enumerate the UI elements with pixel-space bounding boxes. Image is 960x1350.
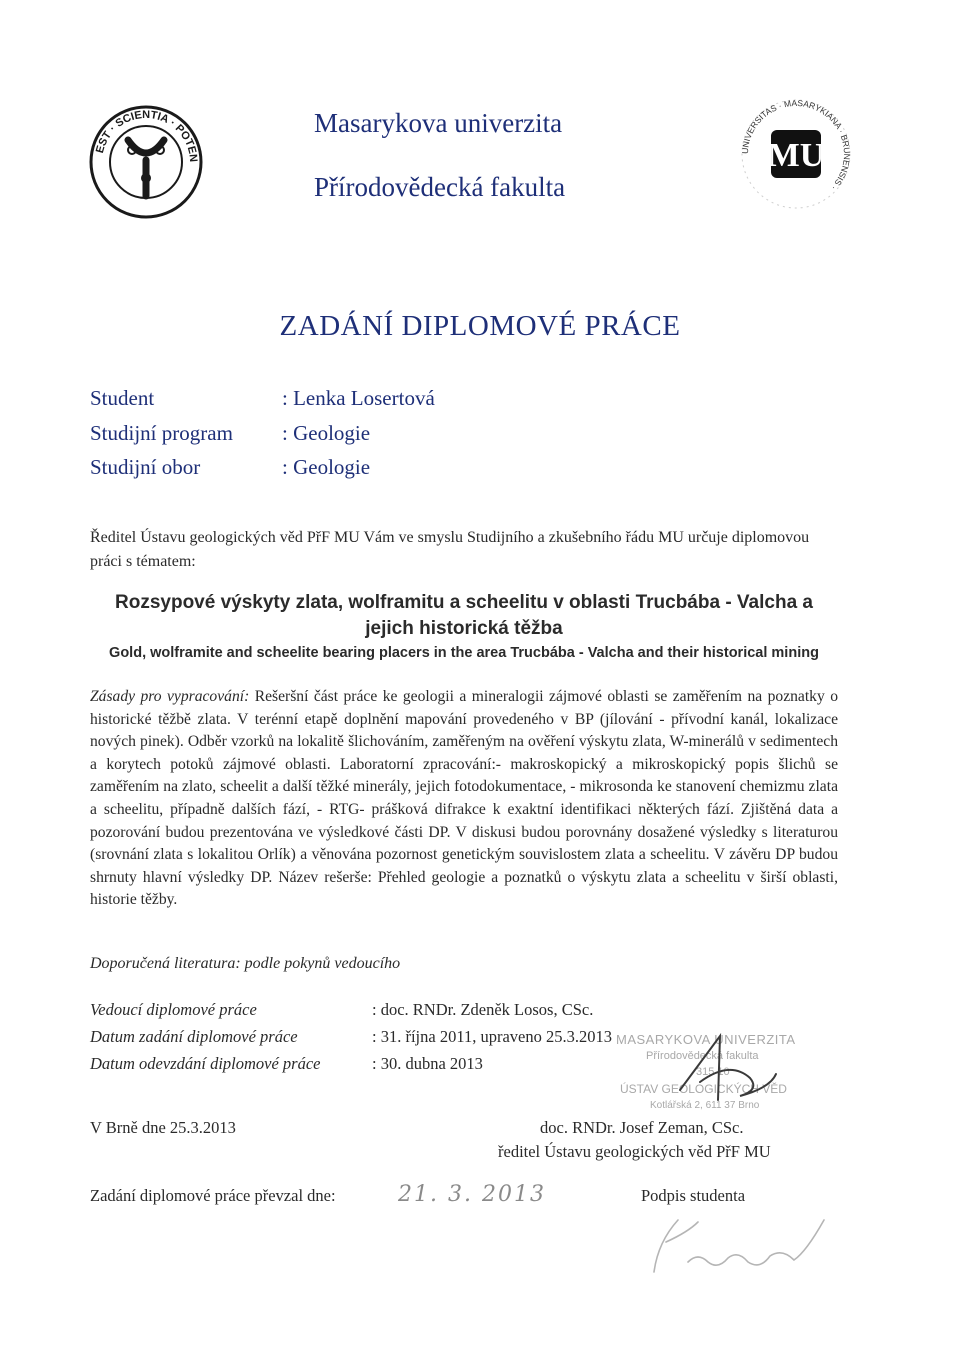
stamp-line-1: MASARYKOVA UNIVERZITA <box>616 1032 796 1047</box>
student-signature-label: Podpis studenta <box>641 1186 746 1205</box>
recommended-literature: Doporučená literatura: podle pokynů vedoucího <box>90 955 401 972</box>
stamp-line-3: 315 10 <box>696 1066 730 1078</box>
document-title: ZADÁNÍ DIPLOMOVÉ PRÁCE <box>279 310 681 342</box>
principles-paragraph <box>90 686 838 912</box>
university-name: Masarykova univerzita <box>314 108 563 138</box>
intro-paragraph: Ředitel Ústavu geologických věd PřF MU Vám ve smyslu Studijního a zkušebního řádu MU určuje diplomovou práci s tématem: <box>90 529 810 570</box>
submission-date-label: Datum odevzdání diplomové práce <box>90 1054 321 1073</box>
director-signature <box>660 1030 780 1110</box>
principles-label: Zásady pro vypracování: <box>90 688 250 705</box>
thesis-topic-czech: Rozsypové výskyty zlata, wolframitu a scheelitu v oblasti Trucbába - Valcha a jejich historická těžba <box>115 592 813 639</box>
place-and-date: V Brně dne 25.3.2013 <box>90 1118 236 1137</box>
thesis-topic-english: Gold, wolframite and scheelite bearing placers in the area Trucbába - Valcha and their historical mining <box>109 645 819 661</box>
university-seal-logo <box>738 96 854 212</box>
director-name: doc. RNDr. Josef Zeman, CSc. <box>540 1118 744 1137</box>
received-label: Zadání diplomové práce převzal dne: <box>90 1186 336 1205</box>
student-signature <box>648 1212 838 1282</box>
institute-seal-logo <box>88 104 204 220</box>
study-field-label: Studijní obor <box>90 455 201 479</box>
svg-text:MU: MU <box>767 137 825 174</box>
principles-text: Rešeršní část práce ke geologii a mineralogii zájmové oblasti se zaměřením na poznatky o historické těžbě zlata. V terénní etapě doplnění mapování provedeného v BP (jílování - přívodní kanál, lokalizace nových pinek). Odběr vzorků na lokalitě šlichováním, zaměřeným na ověření výskytu zlata, W-minerálů v sedimentech a korytech potoků zájmové oblasti. Laboratorní zpracování:- makroskopický a mikroskopický popis šlichů se zaměřením na zlato, scheelit a další těžké minerály, jejich fotodokumentace, - mikrosonda ke stanovení chemizmu zlata a scheelitu, případně dalších fází, - RTG- prášková difrakce k exaktní identifikaci některých fází. Zjištěná data a pozorování budou prezentována ve výsledkové části DP. V diskusi budou porovnány dosažené výsledky s literaturou (srovnání zlata s lokalitou Orlík) a věnována pozornost genetickým souvislostem zlata a scheelitu. V závěru DP budou shrnuty hlavní výsledky DP. Název rešerše: Přehled geologie a poznatků o výskytu zlata a scheelitu v širší oblasti, historie těžby. <box>90 688 838 909</box>
director-role: ředitel Ústavu geologických věd PřF MU <box>498 1142 771 1161</box>
study-field-value: : Geologie <box>282 455 371 479</box>
study-program-label: Studijní program <box>90 421 233 445</box>
assignment-date-label: Datum zadání diplomové práce <box>90 1027 298 1046</box>
handwritten-received-date: 21. 3. 2013 <box>398 1182 546 1207</box>
svg-text:EST · SCIENTIA · POTENTIA: EST · SCIENTIA · POTEN <box>93 108 200 163</box>
faculty-name: Přírodovědecká fakulta <box>314 172 566 202</box>
submission-date-value: : 30. dubna 2013 <box>372 1054 483 1073</box>
supervisor-value: : doc. RNDr. Zdeněk Losos, CSc. <box>372 1000 594 1019</box>
study-program-value: : Geologie <box>282 421 371 445</box>
supervisor-label: Vedoucí diplomové práce <box>90 1000 257 1019</box>
stamp-line-2: Přírodovědecká fakulta <box>646 1050 759 1062</box>
stamp-line-4: ÚSTAV GEOLOGICKÝCH VĚD <box>620 1082 787 1096</box>
stamp-line-5: Kotlářská 2, 611 37 Brno <box>650 1100 760 1111</box>
svg-text:UNIVERSITAS · MASARYKIANA · BR: UNIVERSITAS · MASARYKIANA · BRUNENSIS · <box>739 97 853 193</box>
student-value: : Lenka Losertová <box>282 386 435 410</box>
assignment-date-value: : 31. října 2011, upraveno 25.3.2013 <box>372 1027 612 1046</box>
student-label: Student <box>90 386 155 410</box>
